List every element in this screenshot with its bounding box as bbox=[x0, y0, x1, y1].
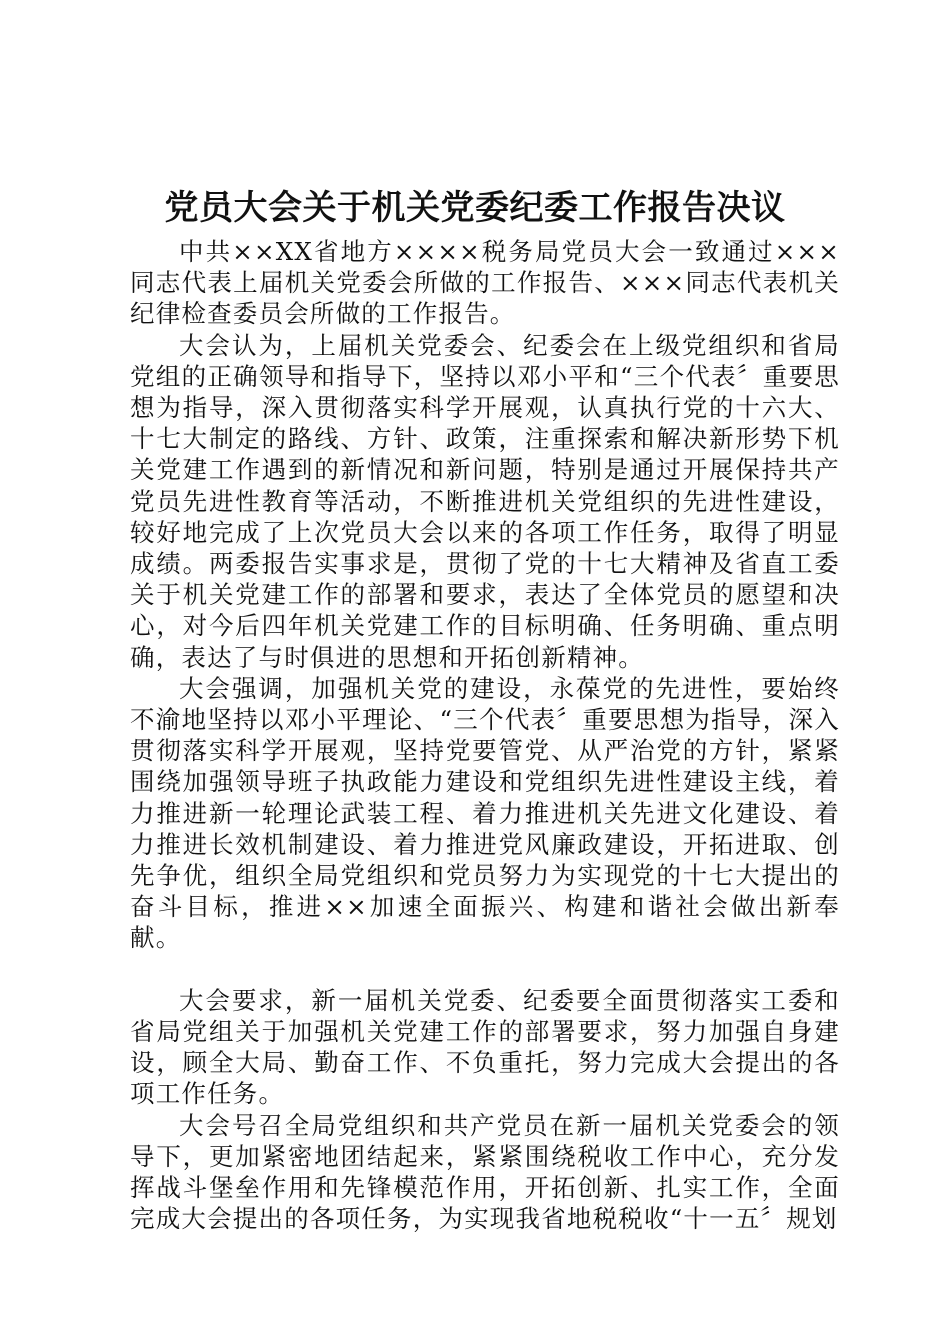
paragraph-requirements: 大会要求，新一届机关党委、纪委要全面贯彻落实工委和省局党组关于加强机关党建工作的部署要求，努力加强自身建设，顾全大局、勤奋工作、不负重托，努力完成大会提出的各项工作任务。 bbox=[130, 985, 840, 1109]
paragraph-approval: 中共××XX省地方××××税务局党员大会一致通过×××同志代表上届机关党委会所做的工作报告、×××同志代表机关纪律检查委员会所做的工作报告。 bbox=[130, 237, 840, 329]
document-title: 党员大会关于机关党委纪委工作报告决议 bbox=[164, 188, 786, 228]
paragraph-assessment: 大会认为，上届机关党委会、纪委会在上级党组织和省局党组的正确领导和指导下，坚持以邓小平和“三个代表〞重要思想为指导，深入贯彻落实科学开展观，认真执行党的十六大、十七大制定的路线、方针、政策，注重探索和解决新形势下机关党建工作遇到的新情况和新问题，特别是通过开展保持共产党员先进性教育等活动，不断推进机关党组织的先进性建设，较好地完成了上次党员大会以来的各项工作任务，取得了明显成绩。两委报告实事求是，贯彻了党的十七大精神及省直工委关于机关党建工作的部署和要求，表达了全体党员的愿望和决心，对今后四年机关党建工作的目标明确、任务明确、重点明确，表达了与时俱进的思想和开拓创新精神。 bbox=[130, 330, 840, 672]
document-body bbox=[130, 236, 840, 1234]
paragraph-call: 大会号召全局党组织和共产党员在新一届机关党委会的领导下，更加紧密地团结起来，紧紧围绕税收工作中心，充分发挥战斗堡垒作用和先锋模范作用，开拓创新、扎实工作，全面完成大会提出的各项任务，为实现我省地税税收“十一五〞规划 bbox=[130, 1110, 840, 1234]
paragraph-emphasis: 大会强调，加强机关党的建设，永葆党的先进性，要始终不渝地坚持以邓小平理论、“三个代表〞重要思想为指导，深入贯彻落实科学开展观，坚持党要管党、从严治党的方针，紧紧围绕加强领导班子执政能力建设和党组织先进性建设主线，着力推进新一轮理论武装工程、着力推进机关先进文化建设、着力推进长效机制建设、着力推进党风廉政建设，开拓进取、创先争优，组织全局党组织和党员努力为实现党的十七大提出的奋斗目标，推进××加速全面振兴、构建和谐社会做出新奉献。 bbox=[130, 673, 840, 953]
